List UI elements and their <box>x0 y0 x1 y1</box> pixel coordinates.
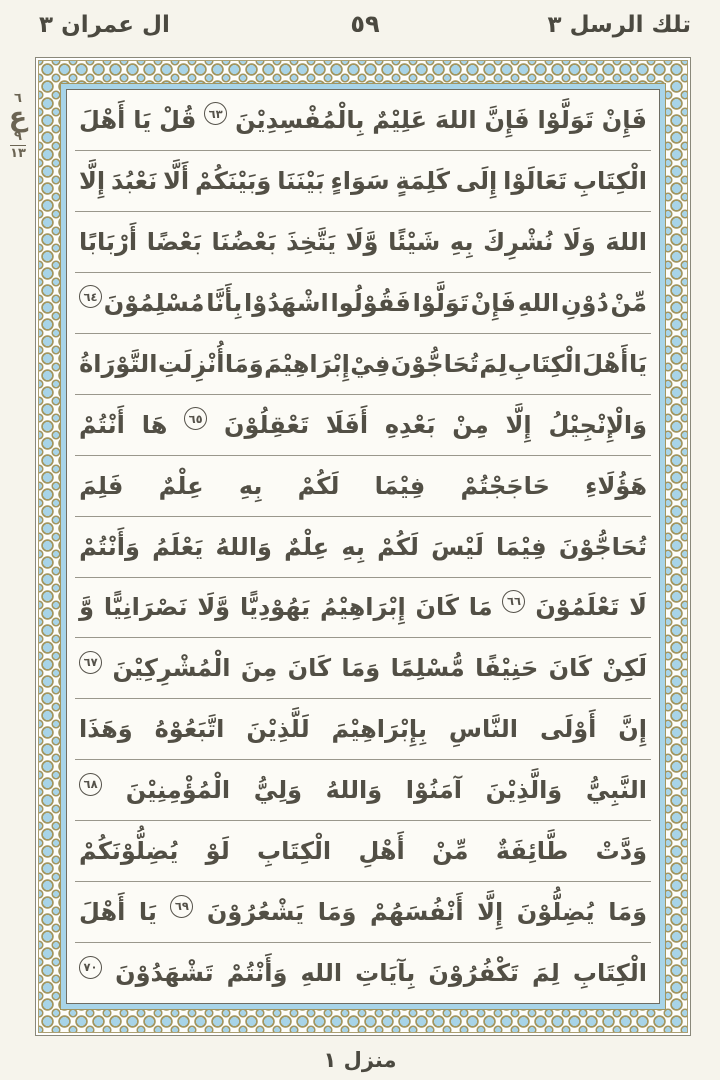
ayah-word: فَقُوْلُوا <box>330 288 411 317</box>
ayah-word: وَاللهُ <box>215 532 272 561</box>
ayah-word: وَّ <box>79 593 95 622</box>
ayah-word: بِأَنَّا <box>206 288 243 317</box>
ayah-word: الْمُشْرِكِيْنَ <box>112 654 231 683</box>
ayah-word: عِلْمٌ <box>158 471 204 500</box>
ayah-word: تَشْهَدُوْنَ <box>115 959 214 988</box>
ayah-word: تَعْلَمُوْنَ <box>535 593 620 622</box>
ayah-word: إِلَّا <box>505 410 532 439</box>
quran-line <box>75 212 651 273</box>
juz-name: تلك الرسل ٣ <box>547 12 691 38</box>
ayah-word: فَإِنْ <box>601 105 647 134</box>
ayah-word: يَا <box>628 349 647 378</box>
ayah-word: بَيْنَنَا <box>277 166 325 195</box>
decorative-border-frame <box>35 57 691 1036</box>
quran-line <box>75 90 651 151</box>
ayah-word: أَلَّا <box>163 166 190 195</box>
quran-line <box>75 151 651 212</box>
ayah-word: تَوَلَّوْا <box>412 288 469 317</box>
ruku-marker <box>4 92 32 160</box>
ayah-word: أَهْلِ <box>358 837 405 866</box>
ayah-word: لَوْ <box>205 837 230 866</box>
page-header <box>35 10 691 38</box>
ayah-word: وَمَا <box>608 898 647 927</box>
ayah-word: اتَّبَعُوْهُ <box>154 715 225 744</box>
ayah-word: اللهَ <box>434 105 477 134</box>
ayah-word: مِّنْ <box>432 837 469 866</box>
ayah-word: وَلِيُّ <box>253 776 302 805</box>
ayah-word: وَأَنْتُمْ <box>226 959 288 988</box>
ornament-band <box>38 60 688 1033</box>
ayah-word: الْمُؤْمِنِيْنَ <box>125 776 231 805</box>
ayah-word: بَعْضًا <box>146 227 202 256</box>
ayah-word: يَتَّخِذَ <box>286 227 337 256</box>
ayah-word: يَعْلَمُ <box>152 532 204 561</box>
ayah-word: إِبْرَاهِيْمُ <box>320 593 406 622</box>
ayah-word: هَا <box>141 410 168 439</box>
ayah-word: إِلَّا <box>79 166 106 195</box>
ayah-word: قُلْ <box>159 105 197 134</box>
ayah-word: مِّنْ <box>610 288 647 317</box>
verse-end-marker: ٦٨ <box>79 773 102 796</box>
ayah-word: وَأَنْتُمْ <box>79 532 140 561</box>
ayah-word: لَكِنْ <box>602 654 647 683</box>
verse-end-marker: ٦٣ <box>204 102 227 125</box>
surah-name: ال عمران ٣ <box>39 12 170 38</box>
quran-line <box>75 943 651 1003</box>
ayah-word: عِلْمٌ <box>284 532 330 561</box>
ayah-word: وَمَا <box>317 898 357 927</box>
ayah-word: النَّبِيُّ <box>585 776 647 805</box>
ayah-word: شَيْئًا <box>388 227 441 256</box>
ayah-word: وَالْإِنْجِيْلُ <box>548 410 647 439</box>
ayah-word: هَؤُلَاءِ <box>585 471 647 500</box>
ayah-word: إِلَّا <box>477 898 504 927</box>
ayah-word: فِيْمَا <box>374 471 426 500</box>
ayah-word: يُضِلُّوْنَكُمْ <box>79 837 179 866</box>
ayah-word: بَعْدِهِ <box>384 410 436 439</box>
ayah-word: نُشْرِكَ <box>483 227 554 256</box>
ayah-word: يَشْعُرُوْنَ <box>206 898 305 927</box>
ayah-word: حَنِيْفًا <box>475 654 539 683</box>
quran-line <box>75 456 651 517</box>
ayah-word: لِمَ <box>479 349 508 378</box>
ayah-word: تَعْقِلُوْنَ <box>223 410 310 439</box>
quran-line <box>75 699 651 760</box>
ruku-number-middle: ٩ <box>14 128 22 144</box>
ayah-word: حَاجَجْتُمْ <box>460 471 550 500</box>
ayah-word: إِنَّ <box>618 715 647 744</box>
ayah-word: لَكُمْ <box>377 532 419 561</box>
ayah-word: تَوَلَّوْا <box>537 105 594 134</box>
ayah-word: أَهْلَ <box>79 898 126 927</box>
ayah-word: عَلِيْمٌ <box>372 105 428 134</box>
verse-end-marker: ٦٥ <box>184 407 207 430</box>
ayah-word: آمَنُوْا <box>405 776 462 805</box>
ayah-word: مُسْلِمُوْنَ <box>103 288 205 317</box>
ayah-word: لَكُمْ <box>297 471 340 500</box>
ayah-word: الْكِتَابِ <box>572 166 647 195</box>
ayah-word: لَا <box>629 593 647 622</box>
ayah-word: وَّلَا <box>197 593 231 622</box>
ayah-word: يُضِلُّوْنَ <box>516 898 595 927</box>
manzil-label: منزل ١ <box>323 1048 397 1072</box>
ayah-word: فِيْمَا <box>496 532 547 561</box>
ruku-number-top: ٦ <box>14 91 22 106</box>
ayah-word: وَلَا <box>563 227 596 256</box>
ayah-word: دُوْنِ <box>561 288 609 317</box>
ayah-word: لَيْسَ <box>431 532 484 561</box>
ayah-word: بِهِ <box>449 227 474 256</box>
verse-end-marker: ٧٠ <box>79 956 102 979</box>
ayah-word: فَإِنْ <box>470 288 516 317</box>
ayah-word: بِهِ <box>238 471 263 500</box>
ayah-word: يَهُوْدِيًّا <box>239 593 311 622</box>
ayah-word: لَلَّذِيْنَ <box>246 715 310 744</box>
ayah-word: فِيْ <box>350 349 391 378</box>
quran-text-area <box>66 89 660 1004</box>
ayah-word: أَهْلَ <box>582 349 629 378</box>
ain-icon: ع <box>8 101 28 133</box>
ayah-word: فَلِمَ <box>79 471 124 500</box>
ayah-word: لِمَ <box>531 959 560 988</box>
ayah-word: وَالَّذِيْنَ <box>485 776 563 805</box>
ayah-word: اللهِ <box>517 288 560 317</box>
ayah-word: أَنْتُمْ <box>79 410 125 439</box>
ayah-word: بِالْمُفْسِدِيْنَ <box>235 105 365 134</box>
ayah-word: أَرْبَابًا <box>79 227 138 256</box>
ayah-word: بَعْضُنَا <box>211 227 277 256</box>
ayah-word: إِبْرَاهِيْمَ <box>264 349 350 378</box>
ayah-word: وَهَذَا <box>79 715 133 744</box>
ayah-word: يَا <box>138 898 157 927</box>
ayah-word: أَهْلَ <box>79 105 126 134</box>
ayah-word: يَا <box>133 105 152 134</box>
ayah-word: تُحَاجُّوْنَ <box>558 532 647 561</box>
ayah-word: وَدَّتْ <box>595 837 647 866</box>
ayah-word: بِآيَاتِ <box>355 959 416 988</box>
ayah-word: تُحَاجُّوْنَ <box>390 349 479 378</box>
ayah-word: أَوْلَى <box>539 715 597 744</box>
ayah-word: مِنْ <box>452 410 489 439</box>
ayah-word: كَانَ <box>415 593 459 622</box>
ayah-word: مَا <box>468 593 493 622</box>
quran-line <box>75 395 651 456</box>
ayah-word: تَكْفُرُوْنَ <box>428 959 519 988</box>
ayah-word: أَنْفُسَهُمْ <box>369 898 464 927</box>
ayah-word: كَلِمَةٍ <box>395 166 450 195</box>
ayah-word: نَعْبُدَ <box>110 166 158 195</box>
ayah-word: بِهِ <box>341 532 365 561</box>
quran-line <box>75 760 651 821</box>
ayah-word: وَّلَا <box>345 227 379 256</box>
quran-line <box>75 334 651 395</box>
ruku-number-bottom: ١٣ <box>10 145 26 161</box>
ayah-word: وَاللهُ <box>325 776 383 805</box>
ayah-word: اللهِ <box>300 959 343 988</box>
ayah-word: بِإِبْرَاهِيْمَ <box>331 715 427 744</box>
verse-end-marker: ٦٧ <box>79 651 102 674</box>
ayah-word: سَوَاءٍ <box>330 166 390 195</box>
ayah-word: أُنْزِلَتِ <box>157 349 225 378</box>
ayah-word: وَبَيْنَكُمْ <box>195 166 272 195</box>
ayah-word: الْكِتَابِ <box>507 349 582 378</box>
ayah-word: مِنَ <box>240 654 278 683</box>
ayah-word: مُّسْلِمًا <box>390 654 465 683</box>
ayah-word: إِلَى <box>455 166 498 195</box>
ayah-word: اللهَ <box>605 227 647 256</box>
quran-line <box>75 273 651 334</box>
quran-line <box>75 517 651 578</box>
ayah-word: كَانَ <box>548 654 593 683</box>
ayah-word: الْكِتَابِ <box>572 959 647 988</box>
quran-line <box>75 578 651 639</box>
verse-end-marker: ٦٩ <box>170 895 193 918</box>
ayah-word: فَإِنَّ <box>484 105 530 134</box>
ayah-word: كَانَ <box>287 654 332 683</box>
ayah-word: النَّاسِ <box>448 715 519 744</box>
ayah-word: وَمَا <box>224 349 264 378</box>
verse-end-marker: ٦٤ <box>79 285 102 308</box>
ayah-word: التَّوْرَاةُ <box>79 349 158 378</box>
ayah-word: اشْهَدُوْا <box>244 288 329 317</box>
quran-line <box>75 882 651 943</box>
quran-line <box>75 638 651 699</box>
verse-end-marker: ٦٦ <box>502 590 525 613</box>
ayah-word: طَّائِفَةٌ <box>495 837 569 866</box>
ayah-word: نَصْرَانِيًّا <box>103 593 188 622</box>
ayah-word: وَمَا <box>341 654 381 683</box>
ayah-word: أَفَلَا <box>325 410 369 439</box>
ayah-word: الْكِتَابِ <box>257 837 332 866</box>
quran-line <box>75 821 651 882</box>
ayah-word: تَعَالَوْا <box>503 166 568 195</box>
page-number: ٥٩ <box>350 10 380 38</box>
